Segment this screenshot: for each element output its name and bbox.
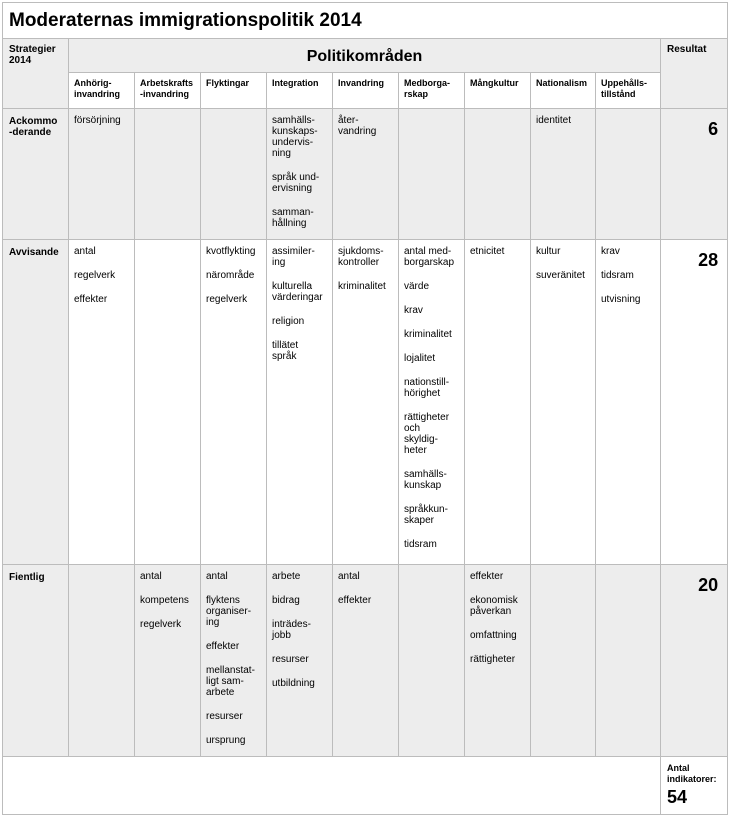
indicator-item: kultur — [536, 246, 561, 257]
result-value: 20 — [661, 565, 728, 757]
indicator-cell — [465, 109, 531, 240]
result-header: Resultat — [661, 39, 728, 109]
category-header-row — [3, 73, 728, 109]
indicator-item: effekter — [470, 571, 504, 582]
indicator-item: samhälls- kunskaps- undervis- ning — [272, 115, 318, 159]
indicator-item: sjukdoms- kontroller — [338, 246, 384, 268]
category-header: Invandring — [333, 73, 399, 109]
indicator-cell — [531, 109, 596, 240]
indicator-item: flyktens organiser- ing — [206, 595, 252, 628]
indicator-item: krav — [404, 305, 423, 316]
immigration-policy-table — [2, 2, 728, 815]
footer-empty-cell — [3, 757, 661, 815]
indicator-item: mellanstat- ligt sam- arbete — [206, 665, 255, 698]
indicator-cell — [201, 109, 267, 240]
indicator-item: antal — [206, 571, 228, 582]
indicator-item: effekter — [206, 641, 240, 652]
indicator-cell — [267, 109, 333, 240]
indicator-item: kvotflykting — [206, 246, 256, 257]
indicator-item: inträdes- jobb — [272, 619, 311, 641]
indicator-item: åter- vandring — [338, 115, 377, 137]
category-header: Arbetskrafts -invandring — [135, 73, 201, 109]
indicator-item: rättigheter och skyldig- heter — [404, 412, 450, 456]
indicator-item: värde — [404, 281, 430, 292]
indicator-item: lojalitet — [404, 353, 436, 364]
indicator-item: närområde — [206, 270, 255, 281]
indicator-cell — [596, 109, 661, 240]
category-header: Integration — [267, 73, 333, 109]
indicator-item: effekter — [74, 294, 108, 305]
indicator-cell — [333, 109, 399, 240]
indicator-cell — [135, 109, 201, 240]
result-value: 6 — [661, 109, 728, 240]
policy-areas-header: Politikområden — [69, 39, 661, 73]
category-header: Flyktingar — [201, 73, 267, 109]
result-value: 28 — [661, 240, 728, 565]
indicator-cell — [399, 240, 465, 565]
indicator-item: religion — [272, 316, 305, 327]
indicator-cell — [465, 240, 531, 565]
strategy-row — [3, 109, 728, 240]
indicator-cell — [201, 240, 267, 565]
indicator-cell — [531, 565, 596, 757]
strategy-row — [3, 240, 728, 565]
indicator-item: språk und- ervisning — [272, 172, 320, 194]
category-header: Anhörig- invandring — [69, 73, 135, 109]
strategy-row — [3, 565, 728, 757]
indicator-item: antal — [338, 571, 360, 582]
category-header: Uppehålls- tillstånd — [596, 73, 661, 109]
indicator-item: effekter — [338, 595, 372, 606]
strategy-label: Ackommo -derande — [3, 109, 69, 240]
indicator-item: kriminalitet — [338, 281, 386, 292]
indicator-item: omfattning — [470, 630, 517, 641]
indicator-item: tidsram — [601, 270, 634, 281]
indicator-item: resurser — [272, 654, 309, 665]
indicator-cell — [135, 565, 201, 757]
category-header: Medborga- rskap — [399, 73, 465, 109]
strategies-header: Strategier 2014 — [3, 39, 69, 109]
table-title: Moderaternas immigrationspolitik 2014 — [3, 3, 728, 39]
indicator-item: antal — [74, 246, 96, 257]
indicator-cell — [531, 240, 596, 565]
footer-row — [3, 757, 728, 815]
indicator-item: ekonomisk påverkan — [470, 595, 518, 617]
strategy-label: Fientlig — [3, 565, 69, 757]
indicator-cell — [399, 565, 465, 757]
indicator-item: antal — [140, 571, 162, 582]
indicator-cell — [596, 565, 661, 757]
indicator-cell — [596, 240, 661, 565]
indicator-item: rättigheter — [470, 654, 516, 665]
indicator-item: kulturella värderingar — [272, 281, 323, 303]
indicator-item: tillätet språk — [272, 340, 299, 362]
indicator-item: försörjning — [74, 115, 121, 126]
indicator-count-cell — [661, 757, 728, 815]
indicator-cell — [267, 565, 333, 757]
indicator-cell — [69, 109, 135, 240]
indicator-item: antal med- borgarskap — [404, 246, 455, 268]
indicator-item: ursprung — [206, 735, 246, 746]
indicator-item: språkkun- skaper — [404, 504, 448, 526]
table-body — [3, 109, 728, 757]
indicator-item: samman- hållning — [272, 207, 314, 229]
indicator-cell — [201, 565, 267, 757]
indicator-item: assimiler- ing — [272, 246, 315, 268]
indicator-item: nationstill- hörighet — [404, 377, 450, 399]
indicator-item: regelverk — [74, 270, 116, 281]
indicator-item: kompetens — [140, 595, 189, 606]
indicator-item: suveränitet — [536, 270, 585, 281]
indicator-item: regelverk — [140, 619, 182, 630]
indicator-item: arbete — [272, 571, 301, 582]
indicator-cell — [333, 240, 399, 565]
indicator-count-value: 54 — [667, 787, 688, 807]
indicator-item: utvisning — [601, 294, 641, 305]
category-header: Nationalism — [531, 73, 596, 109]
indicator-count-label: Antal indikatorer: — [667, 763, 717, 784]
indicator-cell — [399, 109, 465, 240]
indicator-item: krav — [601, 246, 620, 257]
indicator-cell — [465, 565, 531, 757]
indicator-item: identitet — [536, 115, 572, 126]
indicator-cell — [267, 240, 333, 565]
category-header: Mångkultur — [465, 73, 531, 109]
indicator-item: utbildning — [272, 678, 315, 689]
indicator-item: resurser — [206, 711, 243, 722]
indicator-item: bidrag — [272, 595, 300, 606]
strategy-label: Avvisande — [3, 240, 69, 565]
indicator-item: regelverk — [206, 294, 248, 305]
indicator-item: etnicitet — [470, 246, 505, 257]
indicator-cell — [333, 565, 399, 757]
indicator-cell — [135, 240, 201, 565]
indicator-item: kriminalitet — [404, 329, 452, 340]
indicator-item: tidsram — [404, 539, 437, 550]
indicator-cell — [69, 565, 135, 757]
indicator-cell — [69, 240, 135, 565]
indicator-item: samhälls- kunskap — [404, 469, 447, 491]
